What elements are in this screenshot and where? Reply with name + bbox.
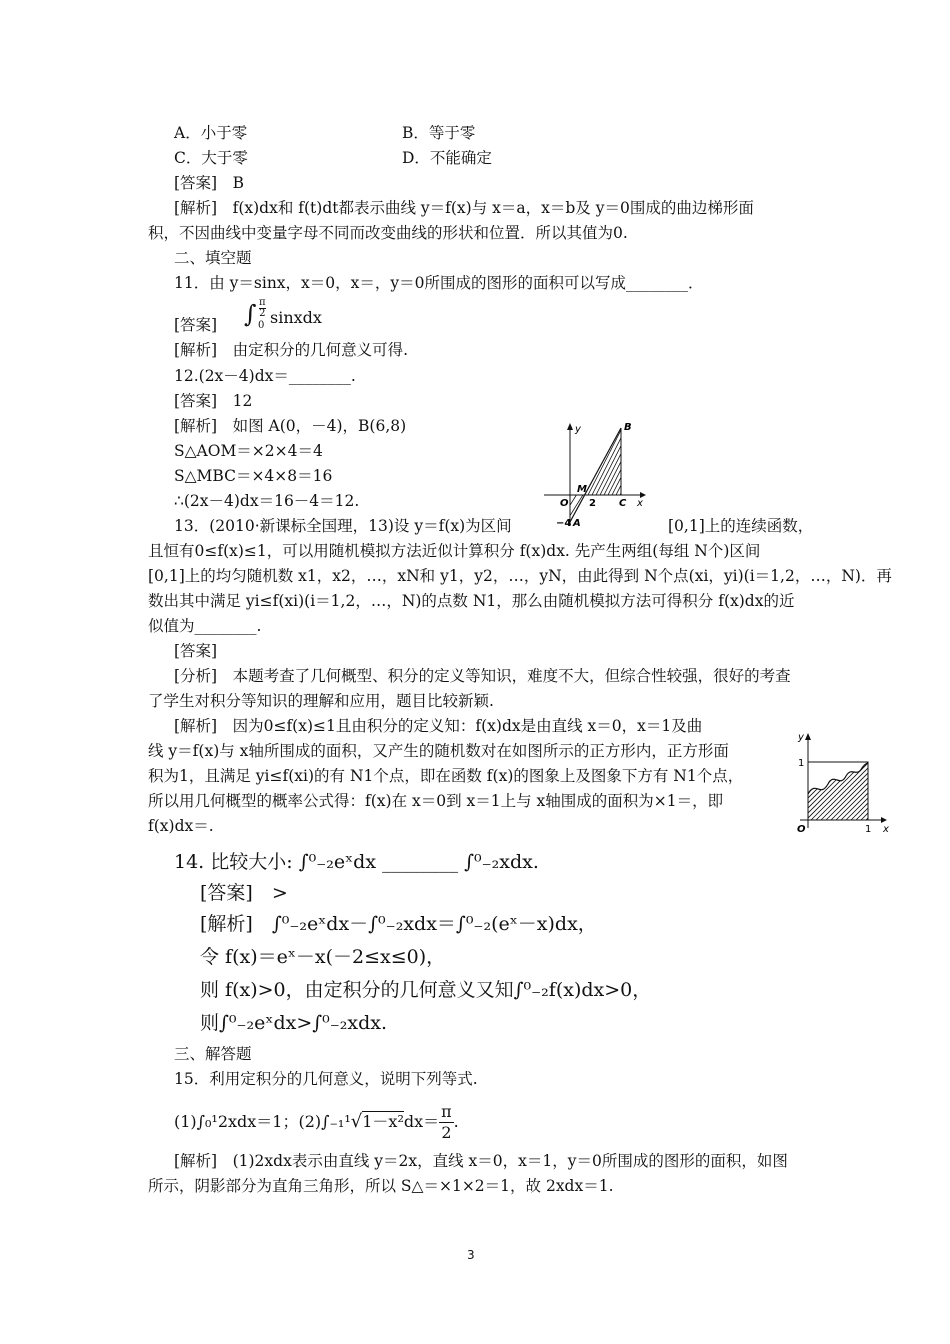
option-c: C．大于零 <box>174 149 248 167</box>
q11-answer-label: [答案] <box>174 316 218 334</box>
y-axis-arrow <box>805 733 811 740</box>
q11-upper-num: π <box>259 297 266 308</box>
section-title-fill-blank: 二、填空题 <box>174 249 252 267</box>
q11-integrand: sinxdx <box>270 308 322 327</box>
q15-analysis-1: [解析] (1)2xdx表示由直线 y＝2x，直线 x＝0，x＝1，y＝0所围成的图形的面积，如图 <box>174 1152 788 1170</box>
q14-analysis-1: [解析] ∫⁰₋₂eˣdx－∫⁰₋₂xdx＝∫⁰₋₂(eˣ－x)dx， <box>200 913 597 935</box>
q15-question: 15．利用定积分的几何意义，说明下列等式. <box>174 1070 478 1088</box>
curve-f <box>808 762 868 794</box>
q15-formula <box>174 1102 459 1143</box>
q12-answer: [答案] 12 <box>174 392 253 410</box>
fig13-label-o: O <box>797 824 806 835</box>
q13-line-2: 且恒有0≤f(x)≤1，可以用随机模拟方法近似计算积分 f(x)dx. 先产生两组(每组 N个)区间 <box>148 542 761 560</box>
q15-formula-mid: dx＝ <box>403 1112 440 1131</box>
y-axis-arrow <box>567 423 573 430</box>
option-d: D．不能确定 <box>402 149 492 167</box>
q12-analysis-1: [解析] 如图 A(0，－4)，B(6,8) <box>174 417 407 435</box>
q10-analysis-1: [解析] f(x)dx和 f(t)dt都表示曲线 y＝f(x)与 x＝a，x＝b及 y＝0围成的曲边梯形面 <box>174 199 754 217</box>
q13-analysis-3: 积为1，且满足 yi≤f(xi)的有 N1个点，即在函数 f(x)的图象上及图象下方有 N1个点， <box>148 767 744 785</box>
q11-lower-limit: 0 <box>258 320 265 331</box>
q15-formula-num: π <box>441 1102 452 1121</box>
fig12-label-minus4: −4 <box>556 518 572 529</box>
shaded-triangle-mbc <box>584 430 652 495</box>
q15-formula-fraction <box>439 1102 454 1143</box>
q12-analysis-3: S△MBC＝×4×8＝16 <box>174 467 333 485</box>
q15-formula-left: (1)∫₀¹2xdx＝1；(2)∫₋₁¹ <box>174 1112 351 1131</box>
q13-line-3: [0,1]上的均匀随机数 x1，x2，…，xN和 y1，y2，…，yN，由此得到 N个点(xi，yi)(i＝1,2，…，N)．再 <box>148 567 892 585</box>
q14-analysis-4: 则∫⁰₋₂eˣdx>∫⁰₋₂xdx. <box>200 1012 388 1034</box>
section-title-solve: 三、解答题 <box>174 1045 252 1063</box>
option-b: B．等于零 <box>402 124 476 142</box>
fig12-label-b: B <box>624 422 632 433</box>
q13-line-4: 数出其中满足 yi≤f(xi)(i＝1,2，…，N)的点数 N1，那么由随机模拟方法可得积分 f(x)dx的近 <box>148 592 795 610</box>
page-number: 3 <box>467 1248 475 1262</box>
fig13-label-one-y: 1 <box>798 758 805 769</box>
option-a: A．小于零 <box>174 124 248 142</box>
fig12-label-two: 2 <box>589 498 596 509</box>
q15-analysis-2: 所示，阴影部分为直角三角形，所以 S△＝×1×2＝1，故 2xdx＝1. <box>148 1177 614 1195</box>
x-axis-arrow <box>881 817 887 823</box>
q11-analysis: [解析] 由定积分的几何意义可得. <box>174 341 409 359</box>
q14-analysis-2: 令 f(x)＝eˣ－x(－2≤x≤0)， <box>200 946 446 968</box>
q13-analysis-4: 所以用几何概型的概率公式得：f(x)在 x＝0到 x＝1上与 x轴围成的面积为×1＝，即 <box>148 792 724 810</box>
q13-analysis-5: f(x)dx＝. <box>148 817 214 835</box>
fig12-label-x: x <box>637 498 643 509</box>
q14-analysis-3: 则 f(x)>0，由定积分的几何意义又知∫⁰₋₂f(x)dx>0， <box>200 979 652 1001</box>
q13-fenxi-1: [分析] 本题考查了几何概型、积分的定义等知识，难度不大，但综合性较强，很好的考查 <box>174 667 791 685</box>
fig13-label-x: x <box>883 824 889 835</box>
q13-analysis-2: 线 y＝f(x)与 x轴所围成的面积，又产生的随机数对在如图所示的正方形内，正方形面 <box>148 742 729 760</box>
q13-analysis-1: [解析] 因为0≤f(x)≤1且由积分的定义知：f(x)dx是由直线 x＝0，x＝1及曲 <box>174 717 703 735</box>
q15-formula-den: 2 <box>441 1123 452 1142</box>
fig12-label-y: y <box>575 424 581 435</box>
q13-line-1a: 13．(2010·新课标全国理，13)设 y＝f(x)为区间 <box>174 517 512 535</box>
q13-line-1b: [0,1]上的连续函数， <box>668 517 814 535</box>
q11-upper-den: 2 <box>259 308 266 319</box>
shaded-area-under-curve <box>786 760 892 820</box>
q12-question: 12.(2x－4)dx＝________. <box>174 367 356 385</box>
fig12-label-a: A <box>573 518 581 529</box>
q11-answer-formula: ∫ $\frac{\pi}{2}$ 0 sinxdx <box>244 297 322 331</box>
q12-analysis-2: S△AOM＝×2×4＝4 <box>174 442 323 460</box>
fig13-label-one-x: 1 <box>865 824 872 835</box>
q13-figure <box>786 728 892 838</box>
fig12-label-c: C <box>619 498 627 509</box>
q10-answer: [答案] B <box>174 174 244 192</box>
q15-formula-sqrt: 1－x² <box>362 1112 404 1131</box>
q13-fenxi-2: 了学生对积分等知识的理解和应用，题目比较新颖. <box>148 692 494 710</box>
fig12-label-m: M <box>577 484 587 495</box>
q14-question: 14. 比较大小: ∫⁰₋₂eˣdx ________ ∫⁰₋₂xdx. <box>174 851 539 873</box>
fig13-label-y: y <box>798 732 804 743</box>
q10-analysis-2: 积，不因曲线中变量字母不同而改变曲线的形状和位置．所以其值为0. <box>148 224 628 242</box>
q11-question: 11．由 y＝sinx，x＝0，x＝，y＝0所围成的图形的面积可以写成________． <box>174 274 704 292</box>
unit-square <box>808 762 868 820</box>
q13-line-5: 似值为________. <box>148 617 262 635</box>
q12-analysis-4: ∴(2x－4)dx＝16－4＝12. <box>174 492 360 510</box>
q15-formula-end: . <box>453 1112 459 1131</box>
q14-answer: [答案] > <box>200 882 288 904</box>
q12-figure <box>540 418 652 530</box>
sqrt-sign: √ <box>350 1111 363 1132</box>
q13-answer: [答案] <box>174 642 218 660</box>
fig12-label-o: O <box>560 498 569 509</box>
